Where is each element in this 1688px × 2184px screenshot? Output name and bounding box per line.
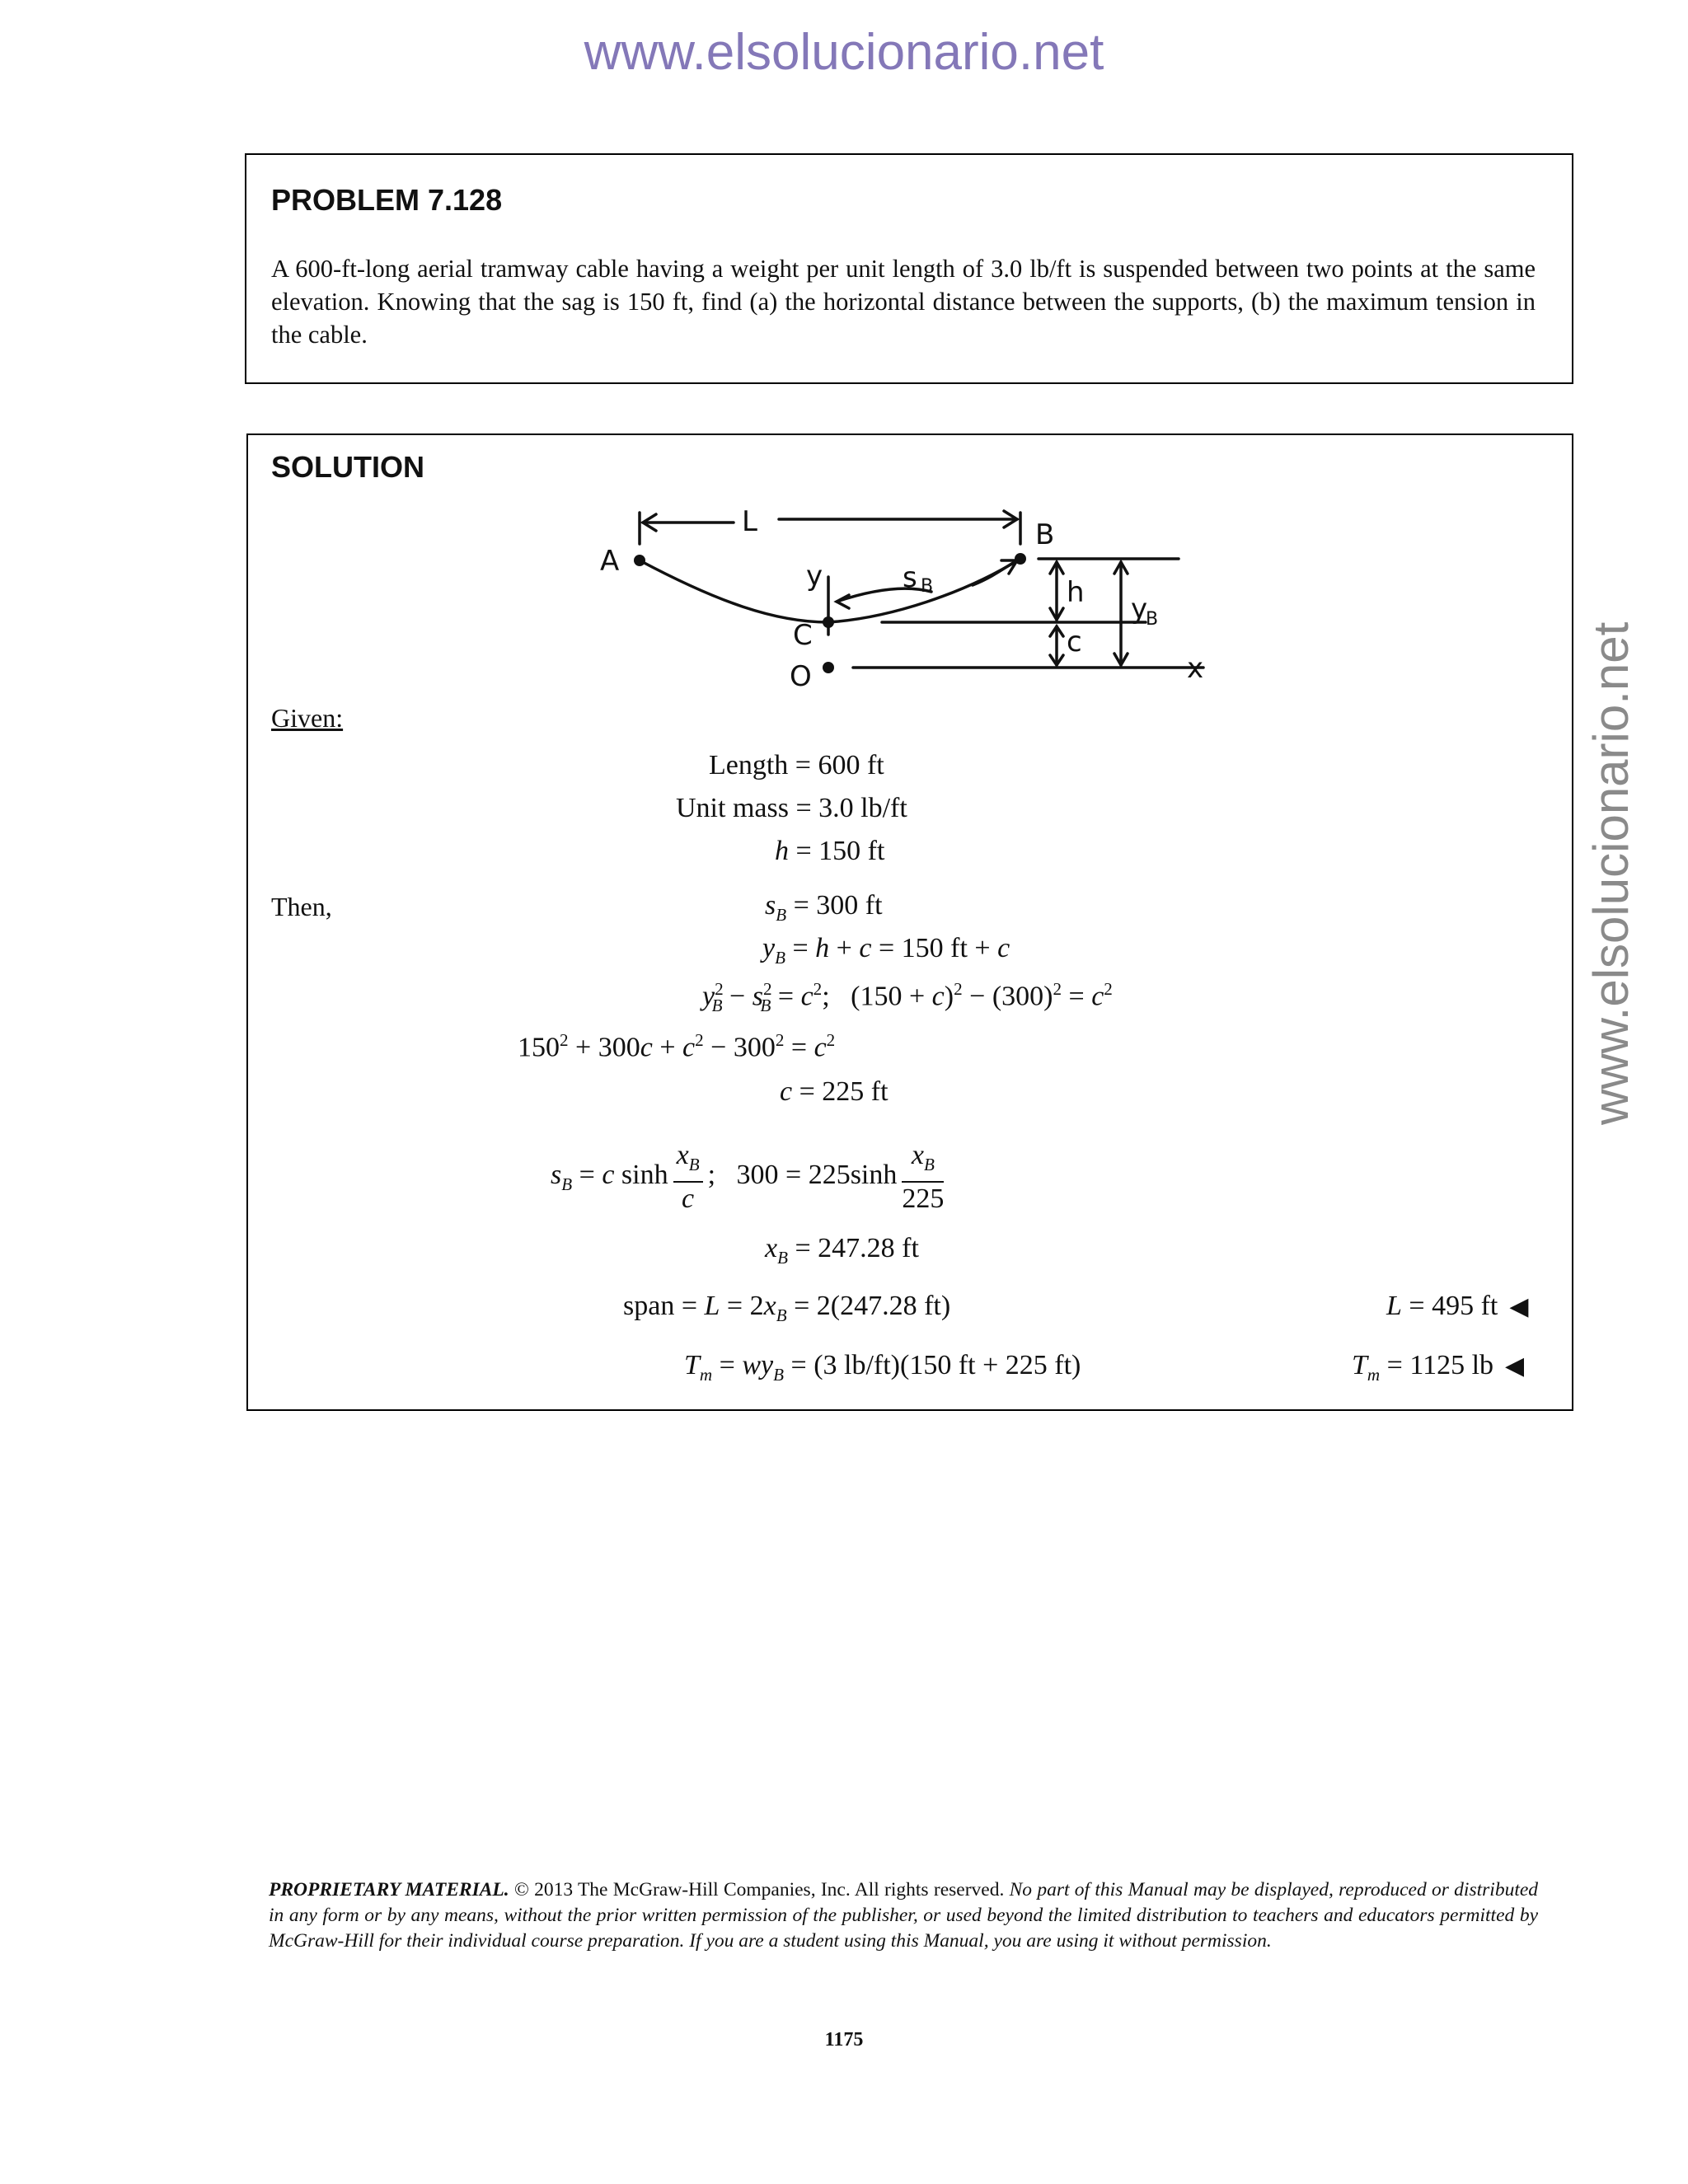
eq-expand: $150^2 + 300c + c^2 - 300^2 = c^2$: [518, 1030, 836, 1063]
given-length: Length = 600 ft: [709, 750, 884, 780]
cable-curve: [640, 559, 1020, 622]
point-B: [1015, 553, 1026, 565]
footer-label: PROPRIETARY MATERIAL.: [269, 1879, 509, 1900]
label-sB: s: [903, 561, 917, 594]
answer-L-value: = 495 ft: [1409, 1291, 1498, 1321]
page-number: 1175: [824, 2029, 864, 2050]
answer-Tm: $T_m = 1125$ lb ◀: [1352, 1350, 1525, 1385]
eq-pythag: $y^2_B - s^2_B = c^2$; $(150 + c)^2 - (300)^2 = c^2$: [702, 979, 1113, 1016]
label-h: h: [1067, 576, 1085, 609]
answer-Tm-value: = 1125 lb: [1386, 1350, 1494, 1380]
eq-yB: $y_B = h + c = 150$ ft + c: [762, 933, 1010, 968]
eq-xB-value: = 247.28 ft: [795, 1233, 919, 1263]
footer-copyright: © 2013 The McGraw-Hill Companies, Inc. All rights reserved.: [513, 1879, 1005, 1900]
eq-sB: $s_B = 300$ ft: [765, 890, 883, 925]
footer-notice-text: No part of this Manual may be displayed, reproduced or distributed in any form or by any means, without the prior written permission of the publisher, or used beyond the limited distribution to teachers and educators permitted by McGraw-Hill for their individual course preparation. If you are a student using this Manual, you are using it without permission.: [269, 1879, 1539, 1952]
eq-tension: $T_m = wy_B = (3$ lb/ft)(150 ft + 225 ft): [684, 1350, 1081, 1385]
point-O: [823, 662, 834, 673]
label-c: c: [1067, 626, 1082, 658]
label-B: B: [1035, 518, 1055, 551]
eq-c: c = 225 ft: [780, 1076, 889, 1107]
label-C: C: [793, 619, 813, 652]
label-y: y: [806, 560, 823, 593]
point-A: [634, 555, 645, 566]
eq-sinh: $s_B = c$ sinh $\frac{x_B}{c}$ ; 300 = 225sinh $\frac{x_B}{225}$: [551, 1140, 945, 1214]
watermark-side: www.elsolucionario.net: [1583, 621, 1639, 1125]
answer-L: L = 495 ft ◀: [1386, 1291, 1529, 1321]
footer-notice: [269, 1877, 1538, 1954]
eq-sB-value: = 300 ft: [793, 890, 883, 921]
given-label: Given:: [271, 703, 344, 733]
eq-span: span = $L = 2x_B = 2(247.28$ ft): [623, 1291, 951, 1325]
arc-sB: [837, 588, 931, 602]
eq-xB: $x_B = 247.28$ ft: [765, 1233, 919, 1268]
problem-statement: A 600-ft-long aerial tramway cable having a weight per unit length of 3.0 lb/ft is suspended between two points at the same elevation. Knowing that the sag is 150 ft, find (a) the horizontal distance between the supports, (b) the maximum tension in the cable.: [271, 255, 1536, 349]
watermark-top: www.elsolucionario.net: [584, 24, 1104, 81]
given-unit-mass: Unit mass = 3.0 lb/ft: [676, 793, 907, 823]
label-sB-sub: B: [921, 576, 934, 597]
then-label: Then,: [271, 892, 332, 921]
given-h-value: = 150 ft: [795, 836, 885, 866]
label-O: O: [790, 660, 812, 692]
label-yB-sub: B: [1146, 609, 1159, 630]
label-L: L: [742, 505, 757, 538]
label-yB: y: [1131, 593, 1148, 626]
point-C: [823, 616, 834, 628]
cable-diagram: [577, 494, 1236, 692]
answer-marker-icon: ◀: [1509, 1293, 1529, 1320]
label-A: A: [600, 545, 620, 578]
answer-marker-icon: ◀: [1505, 1352, 1525, 1380]
given-h: h = 150 ft: [775, 836, 885, 866]
problem-heading: PROBLEM 7.128: [271, 183, 503, 217]
solution-heading: SOLUTION: [271, 450, 424, 484]
label-x: x: [1187, 652, 1204, 685]
eq-c-value: = 225 ft: [799, 1076, 889, 1107]
